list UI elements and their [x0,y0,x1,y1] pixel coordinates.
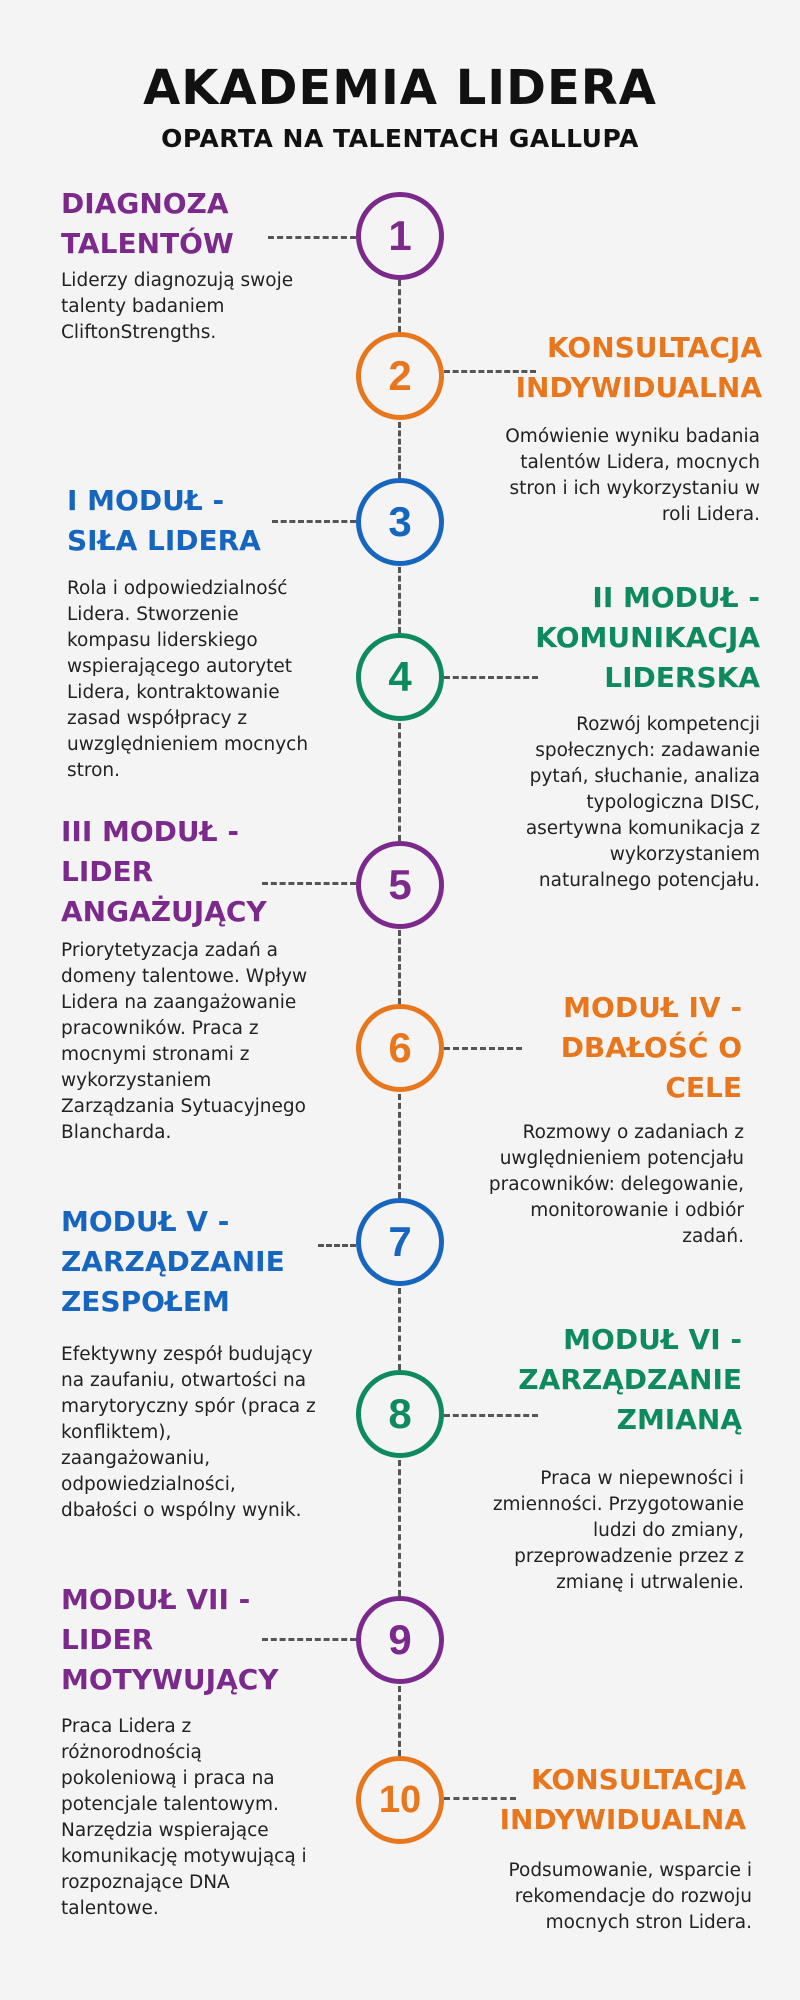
step-2-description: Omówienie wyniku badania talentów Lidera, mocnych stron i ich wykorzystaniu w roli Lidera. [505,426,760,525]
step-10-heading: KONSULTACJA INDYWIDUALNA [499,1763,746,1836]
step-6-description: Rozmowy o zadaniach z uwględnieniem potencjału pracowników: delegowanie, monitorowanie i odbiór zadań. [488,1122,744,1247]
step-7-description: Efektywny zespół budujący na zaufaniu, otwartości na marytoryczny spór (praca z konfliktem), zaangażowaniu, odpowiedzialności, dbałości o wspólny wynik. [61,1344,316,1521]
step-8-heading: MODUŁ VI - ZARZĄDZANIE ZMIANĄ [518,1323,742,1436]
timeline-connector [398,723,401,841]
timeline-connector [398,1460,401,1596]
step-8-circle: 8 [356,1370,444,1458]
step-3-heading: I MODUŁ - SIŁA LIDERA [67,484,261,557]
step-9-description: Praca Lidera z różnorodnością pokoleniową i praca na potencjale talentowym. Narzędzia wspierające komunikację motywującą i rozpoznające DNA talentowe. [61,1716,307,1919]
page-title: AKADEMIA LIDERA [143,60,657,116]
step-6-circle: 6 [356,1004,444,1092]
timeline-connector [398,1288,401,1370]
step-9-heading: MODUŁ VII - LIDER MOTYWUJĄCY [61,1583,279,1696]
step-7-circle: 7 [356,1198,444,1286]
step-3-circle: 3 [356,478,444,566]
timeline-connector [398,567,401,633]
step-7-heading: MODUŁ V - ZARZĄDZANIE ZESPOŁEM [61,1205,285,1318]
timeline-connector [398,1094,401,1198]
step-10-circle: 10 [356,1756,444,1844]
step-7-connector [318,1244,356,1247]
step-10-description: Podsumowanie, wsparcie i rekomendacje do rozwoju mocnych stron Lidera. [508,1860,752,1933]
step-5-description: Priorytetyzacja zadań a domeny talentowe. Wpływ Lidera na zaangażowanie pracowników. Praca z mocnymi stronami z wykorzystaniem Zarządzania Sytuacyjnego Blancharda. [61,940,308,1143]
step-3-description: Rola i odpowiedzialność Lidera. Stworzenie kompasu liderskiego wspierającego autorytet Lidera, kontraktowanie zasad współpracy z uwzględnieniem mocnych stron. [67,578,309,781]
timeline-connector [398,930,401,1004]
timeline-connector [398,1686,401,1756]
step-1-heading: DIAGNOZA TALENTÓW [61,187,234,260]
step-1-description: Liderzy diagnozują swoje talenty badaniem CliftonStrengths. [61,270,294,343]
step-4-description: Rozwój kompetencji społecznych: zadawanie pytań, słuchanie, analiza typologiczna DISC, asertywna komunikacja z wykorzystaniem naturalnego potencjału. [525,714,760,891]
timeline-connector [398,280,401,332]
step-5-circle: 5 [356,841,444,929]
step-6-heading: MODUŁ IV - DBAŁOŚĆ O CELE [560,991,742,1104]
step-4-heading: II MODUŁ - KOMUNIKACJA LIDERSKA [535,581,760,694]
page-subtitle: OPARTA NA TALENTACH GALLUPA [161,124,639,153]
step-5-heading: III MODUŁ - LIDER ANGAŻUJĄCY [61,815,267,928]
step-9-circle: 9 [356,1596,444,1684]
step-8-description: Praca w niepewności i zmienności. Przygotowanie ludzi do zmiany, przeprowadzenie przez z zmianę i utrwalenie. [492,1468,744,1593]
step-4-circle: 4 [356,633,444,721]
step-2-heading: KONSULTACJA INDYWIDUALNA [515,331,762,404]
timeline-connector [398,422,401,478]
step-1-circle: 1 [356,192,444,280]
step-2-circle: 2 [356,332,444,420]
